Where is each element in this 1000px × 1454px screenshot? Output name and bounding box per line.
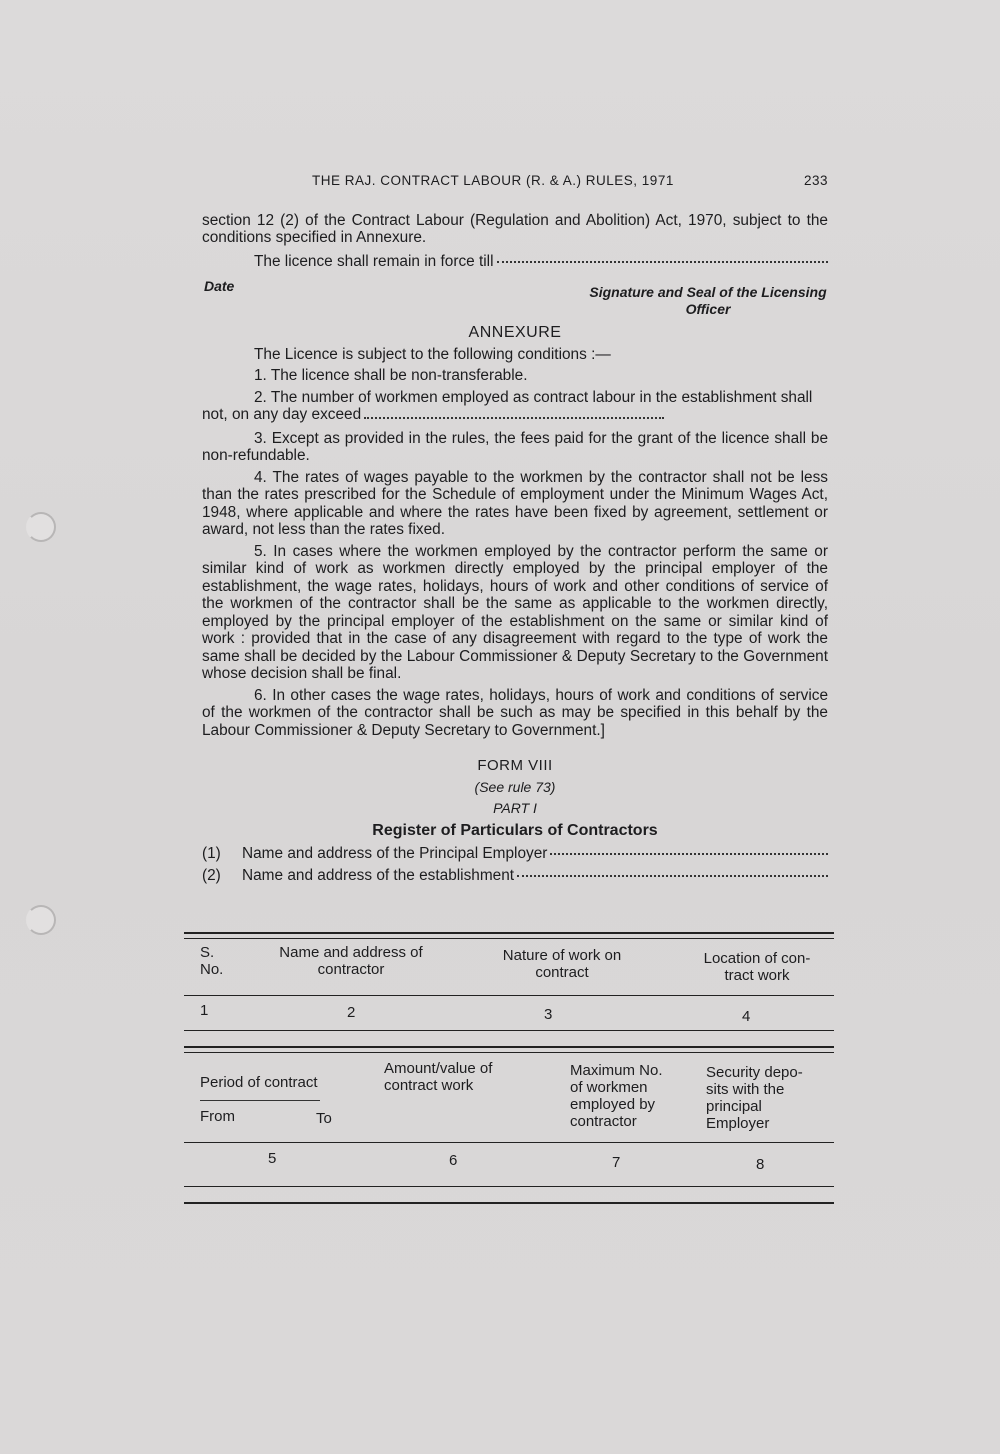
licence-force-line [202,253,828,271]
col-header-line: of workmen [570,1079,648,1096]
field-2-number: (2) [202,866,221,884]
col-header-line: Name and address of [279,944,423,961]
col-header-contractor [266,944,436,978]
condition-3: 3. Except as provided in the rules, the fees paid for the grant of the licence shall be non-refundable. [202,429,828,464]
condition-5: 5. In cases where the workmen employed by the contractor perform the same or similar kind of work as workmen directly employed by the principal employer of the establishment, the wage rates, holidays, hours of work and other conditions of service of the workmen of the contractor shall be the same as applicable to the workmen directly, employed by the principal employer of the establishment on the same or similar kind of work : provided that in the case of any disagreement with regard to the type of work the same shall be decided by the Labour Commissioner & Deputy Secretary to the Government whose decision shall be final. [202,542,828,682]
col-header-line: Security depo- [706,1064,803,1081]
field-1-label: Name and address of the Principal Employer [242,845,548,862]
table-rule [184,1202,834,1204]
field-2-label: Name and address of the establishment [242,866,515,884]
col-number: 5 [268,1150,277,1167]
col-header-line: sits with the [706,1081,785,1098]
period-divider [200,1100,320,1101]
col-header-line: Nature of work on [502,947,622,964]
col-header-line: principal [706,1098,762,1115]
running-header [202,172,828,190]
signature-block [588,284,828,318]
condition-1: 1. The licence shall be non-transferable. [254,367,528,384]
register-table-1 [184,932,834,1052]
table-rule [184,1186,834,1187]
condition-2-text: 2. The number of workmen employed as contract labour in the establishment shall not, on any day exceed [202,388,813,423]
field-establishment [202,867,828,885]
field-principal-employer [202,845,828,863]
col-number: 1 [200,1002,209,1019]
col-number: 3 [544,1006,553,1023]
part-label: PART I [493,800,537,816]
col-number: 4 [742,1008,751,1025]
col-header-nature [482,947,642,981]
date-label: Date [204,278,235,294]
table-rule [184,1030,834,1031]
page-content [202,172,828,888]
punch-hole [26,905,56,935]
table-rule [184,932,834,934]
col-header-line: S. [200,944,215,961]
header-title: THE RAJ. CONTRACT LABOUR (R. & A.) RULES, 1971 [312,173,674,188]
col-header-line: Maximum No. [570,1062,663,1079]
table-rule [184,1052,834,1053]
table-rule [184,995,834,996]
dotted-fill [364,417,664,419]
col-header-line: Location of con- [703,950,811,967]
dotted-fill [550,853,828,855]
date-signature-row [202,274,828,324]
dotted-fill [517,875,828,877]
form-title: FORM VIII [477,757,553,774]
licence-force-label: The licence shall remain in force till [254,252,494,270]
col-header-line: employed by [570,1096,656,1113]
register-table-2 [184,1046,834,1211]
signature-line-1: Signature and Seal of the Licensing [589,284,827,300]
condition-4: 4. The rates of wages payable to the workmen by the contractor shall not be less than the rates prescribed for the Schedule of employment under the Minimum Wages Act, 1948, where applicable and where the rates have been fixed by agreement, settlement or award, not less than the rates fixed. [202,468,828,538]
signature-line-2: Officer [685,301,731,317]
col-header-to: To [316,1110,332,1127]
page-number: 233 [803,173,828,188]
dotted-fill [497,261,828,263]
table-rule [184,1142,834,1143]
col-header-line: tract work [724,967,790,984]
see-rule: (See rule 73) [474,778,556,795]
col-header-line: Employer [706,1115,770,1132]
col-header-amount [384,1060,534,1094]
field-1-number: (1) [202,845,221,862]
col-number: 2 [347,1004,356,1021]
register-title: Register of Particulars of Contractors [372,821,658,839]
annexure-intro: The Licence is subject to the following conditions :— [254,345,611,363]
col-header-period: Period of contract [200,1074,318,1091]
table-rule [184,938,834,939]
col-header-line: contract [535,964,589,981]
col-header-line: No. [200,961,224,978]
col-header-max-workmen [570,1062,690,1130]
condition-6: 6. In other cases the wage rates, holidays, hours of work and conditions of service of the workmen of the contractor shall be such as may be specified in this behalf by the Labour Commissioner & Deputy Secretary to Government.] [202,686,828,739]
col-header-line: contract work [384,1077,474,1094]
condition-2 [202,389,828,424]
col-header-line: contractor [570,1113,637,1130]
col-number: 8 [756,1156,765,1173]
table-rule [184,1046,834,1048]
col-number: 7 [612,1154,621,1171]
col-number: 6 [449,1152,458,1169]
section-text: section 12 (2) of the Contract Labour (Regulation and Abolition) Act, 1970, subject to the conditions specified in Annexure. [202,211,828,246]
col-header-security [706,1064,830,1132]
col-header-location [688,950,826,984]
col-header-line: contractor [317,961,385,978]
annexure-title: ANNEXURE [468,324,562,341]
col-header-sno [200,944,223,978]
punch-hole [26,512,56,542]
col-header-from: From [200,1108,235,1125]
col-header-line: Amount/value of [384,1060,493,1077]
